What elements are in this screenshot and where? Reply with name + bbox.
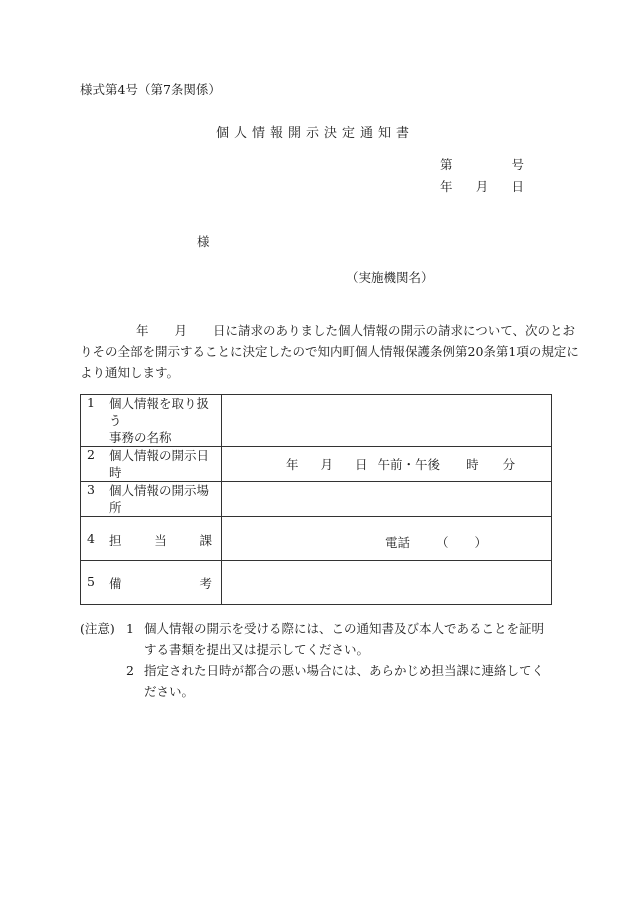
phone-label: 電話 (385, 535, 411, 550)
row4-label-text (109, 531, 212, 549)
row1-label (81, 395, 222, 447)
note-item-2 (80, 660, 552, 702)
table-row (81, 561, 552, 605)
table-row (81, 395, 552, 447)
note-2-number: 2 (126, 663, 134, 678)
row1-value[interactable] (222, 395, 552, 447)
notes-section (80, 618, 552, 702)
row4-char-2: 当 (154, 533, 167, 548)
row3-value[interactable] (222, 482, 552, 517)
row2-number: 2 (87, 447, 95, 462)
row4-value[interactable] (222, 517, 552, 561)
details-table (80, 394, 552, 605)
form-number: 様式第4号（第7条関係） (80, 82, 221, 97)
body-month: 月 (174, 323, 188, 338)
doc-number-prefix: 第 (440, 157, 453, 172)
row4-char-1: 担 (109, 533, 122, 548)
row1-label-line2: 事務の名称 (109, 430, 172, 445)
document-title: 個人情報開示決定通知書 (215, 126, 414, 141)
row4-label (81, 517, 222, 561)
row4-char-3: 課 (199, 533, 212, 548)
row2-month: 月 (320, 457, 334, 472)
row2-hour: 時 (466, 457, 479, 472)
row3-label (81, 482, 222, 517)
row4-number: 4 (87, 531, 95, 546)
table-row (81, 517, 552, 561)
phone-paren-open: （ (436, 535, 449, 550)
doc-date-day: 日 (511, 179, 524, 194)
document-date (440, 177, 524, 195)
row2-year: 年 (286, 457, 299, 472)
notes-heading: (注意) (80, 621, 115, 636)
row5-number: 5 (87, 573, 95, 589)
row5-char-1: 備 (109, 575, 122, 591)
issuer-name: （実施機関名） (346, 270, 434, 285)
addressee-suffix: 様 (197, 234, 210, 249)
note-item-1 (80, 618, 552, 660)
note-2-text: 指定された日時が都合の悪い場合には、あらかじめ担当課に連絡してください。 (144, 663, 545, 699)
row1-number: 1 (87, 395, 95, 410)
body-line-2: りその全部を開示することに決定したので知内町個人情報保護条例第20条第1項の規定に (80, 344, 579, 359)
table-row (81, 482, 552, 517)
phone-field (222, 517, 551, 551)
row3-number: 3 (87, 482, 95, 497)
row5-char-2: 考 (199, 575, 212, 591)
note-1-number: 1 (126, 621, 134, 636)
row2-day: 日 (355, 457, 368, 472)
body-text (80, 320, 579, 383)
document-number (440, 155, 524, 173)
doc-date-year: 年 (440, 179, 453, 194)
row2-value[interactable] (222, 447, 552, 482)
note-1-text: 個人情報の開示を受ける際には、この通知書及び本人であることを証明する書類を提出又は提示してください。 (144, 621, 545, 657)
body-line-1 (80, 320, 576, 341)
row2-minute: 分 (502, 457, 516, 472)
doc-date-month: 月 (475, 179, 489, 194)
row2-label-text: 個人情報の開示日時 (109, 448, 210, 480)
body-line1-rest: 日に請求のありました個人情報の開示の請求について、次のとお (213, 323, 576, 338)
table-row (81, 447, 552, 482)
row2-label (81, 447, 222, 482)
body-line-3: より通知します。 (80, 365, 180, 380)
phone-paren-close: ） (474, 535, 487, 550)
row5-label-text (109, 574, 212, 592)
row1-label-line1: 個人情報を取り扱う (109, 396, 210, 428)
row5-value[interactable] (222, 561, 552, 605)
doc-number-suffix: 号 (511, 157, 524, 172)
row2-ampm: 午前・午後 (377, 457, 441, 472)
row5-label (81, 561, 222, 605)
body-year: 年 (136, 323, 149, 338)
row3-label-text: 個人情報の開示場所 (109, 483, 210, 515)
